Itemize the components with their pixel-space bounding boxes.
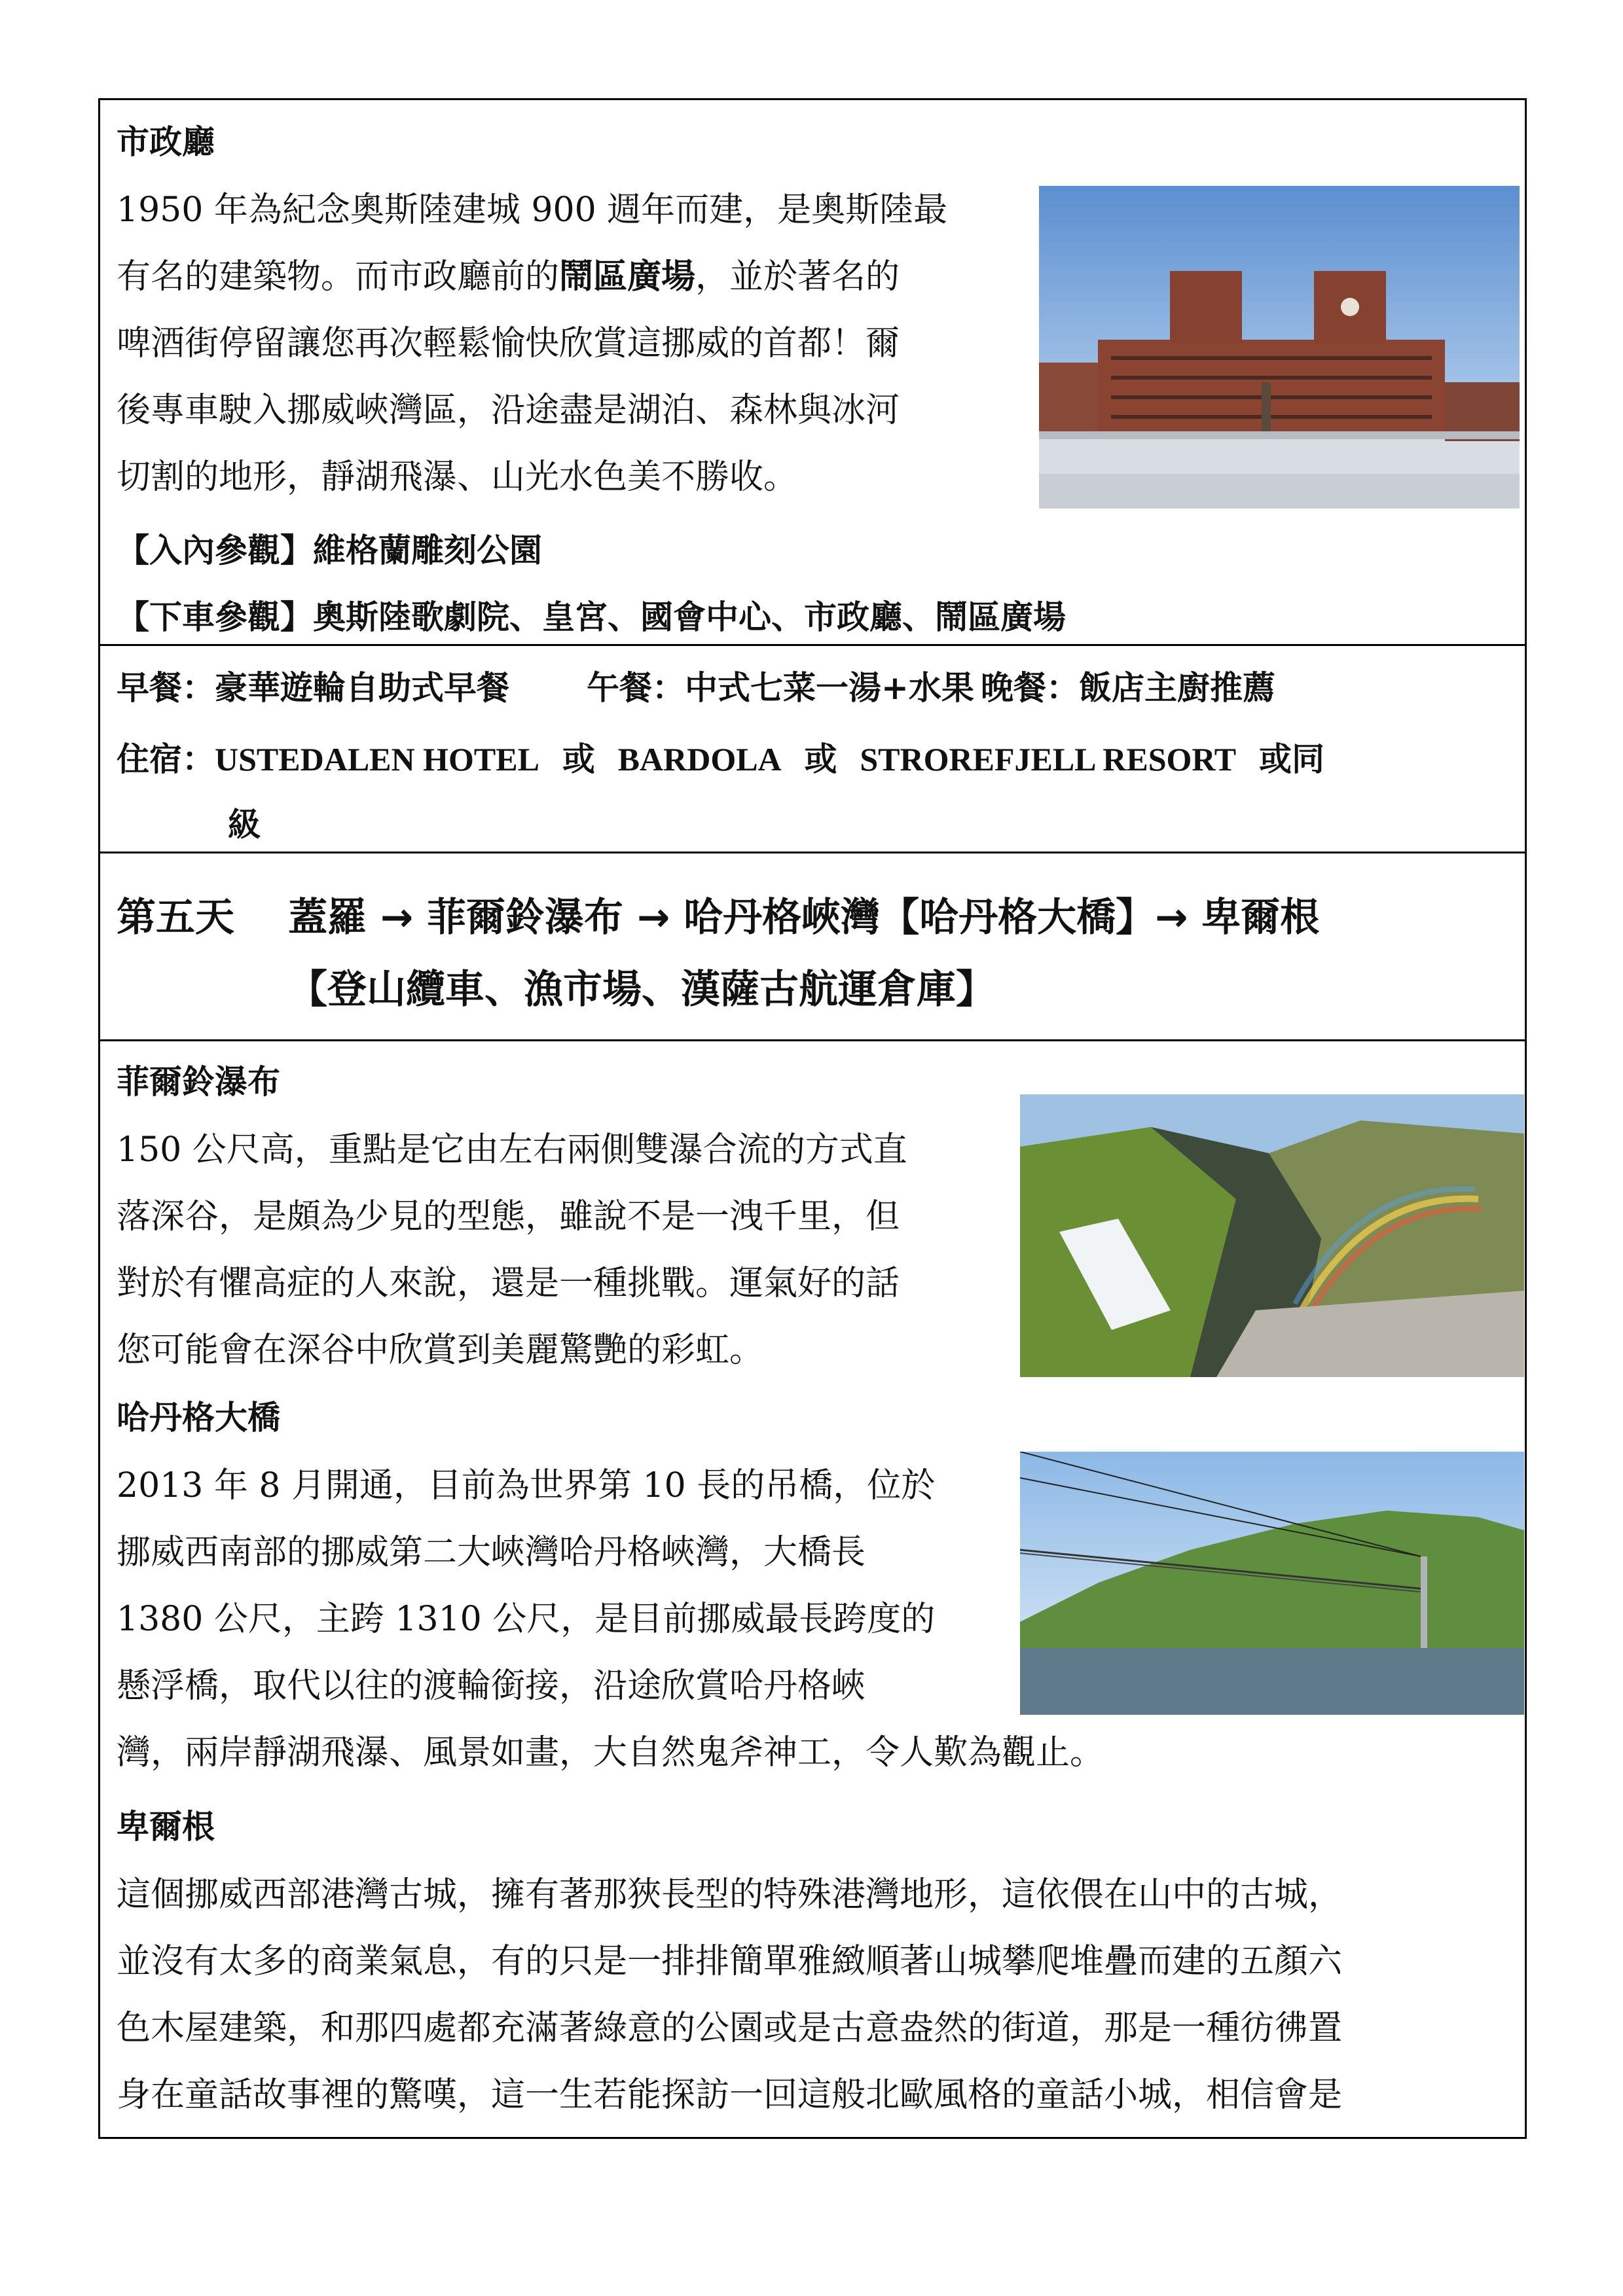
voringfossen-line-1: 150 公尺高，重點是它由左右兩側雙瀑合流的方式直: [117, 1130, 907, 1170]
bergen-line-2: 並沒有太多的商業氣息，有的只是一排排簡單雅緻順著山城攀爬堆疊而建的五顏六: [117, 1942, 1343, 1981]
bridge-photo: [1020, 1452, 1524, 1715]
hardanger-line-4: 懸浮橋，取代以往的渡輪銜接，沿途欣賞哈丹格峽: [117, 1666, 866, 1706]
table-divider: [98, 1039, 1527, 1041]
hardanger-line-2: 挪威西南部的挪威第二大峽灣哈丹格峽灣，大橋長: [117, 1533, 866, 1572]
city-hall-line-2: 有名的建築物。而市政廳前的鬧區廣場，並於著名的: [117, 257, 900, 296]
visit-outside: 【下車參觀】奧斯陸歌劇院、皇宮、國會中心、市政廳、鬧區廣場: [117, 598, 1066, 636]
day5-label: 第五天: [117, 895, 234, 941]
hardanger-line-1: 2013 年 8 月開通，目前為世界第 10 長的吊橋，位於: [117, 1466, 936, 1505]
voringfossen-line-4: 您可能會在深谷中欣賞到美麗驚艷的彩虹。: [117, 1331, 764, 1370]
bergen-line-3: 色木屋建築，和那四處都充滿著綠意的公園或是古意盎然的街道，那是一種彷彿置: [117, 2009, 1343, 2048]
day5-route-line-2: 【登山纜車、漁市場、漢薩古航運倉庫】: [288, 967, 995, 1013]
section-title-bergen: 卑爾根: [117, 1808, 215, 1846]
city-hall-line-5: 切割的地形，靜湖飛瀑、山光水色美不勝收。: [117, 457, 798, 497]
voringfossen-line-3: 對於有懼高症的人來說，還是一種挑戰。運氣好的話: [117, 1264, 900, 1303]
hardanger-line-3: 1380 公尺，主跨 1310 公尺，是目前挪威最長跨度的: [117, 1600, 936, 1639]
waterfall-photo: [1020, 1094, 1524, 1377]
voringfossen-line-2: 落深谷，是頗為少見的型態，雖說不是一洩千里，但: [117, 1197, 900, 1236]
day5-route: 蓋羅 → 菲爾鈴瀑布 → 哈丹格峽灣【哈丹格大橋】→ 卑爾根: [288, 895, 1320, 941]
lodging-info: 住宿：USTEDALEN HOTEL 或 BARDOLA 或 STROREFJELL RESORT 或同: [117, 740, 1324, 778]
city-hall-photo: [1039, 186, 1520, 509]
table-divider: [98, 644, 1527, 646]
breakfast-info: 早餐：豪華遊輪自助式早餐: [117, 669, 509, 707]
city-hall-line-1: 1950 年為紀念奧斯陸建城 900 週年而建，是奧斯陸最: [117, 190, 948, 230]
section-title-voringfossen: 菲爾鈴瀑布: [117, 1063, 280, 1101]
highlight-square: 鬧區廣場: [559, 257, 696, 296]
city-hall-line-4: 後專車駛入挪威峽灣區，沿途盡是湖泊、森林與冰河: [117, 391, 900, 430]
city-hall-line-3: 啤酒街停留讓您再次輕鬆愉快欣賞這挪威的首都！爾: [117, 324, 900, 363]
bergen-line-1: 這個挪威西部港灣古城，擁有著那狹長型的特殊港灣地形，這依偎在山中的古城，: [117, 1875, 1343, 1914]
hardanger-line-5: 灣，兩岸靜湖飛瀑、風景如畫，大自然鬼斧神工，令人歎為觀止。: [117, 1733, 1104, 1772]
dinner-info: 晚餐：飯店主廚推薦: [981, 669, 1275, 707]
table-divider: [98, 852, 1527, 853]
hotel-ustedalen: USTEDALEN HOTEL: [215, 741, 539, 778]
hotel-storefjell: STROREFJELL RESORT: [860, 741, 1237, 778]
visit-inside: 【入內參觀】維格蘭雕刻公園: [117, 531, 542, 569]
section-title-hardanger-bridge: 哈丹格大橋: [117, 1399, 280, 1437]
section-title-city-hall: 市政廳: [117, 123, 215, 161]
bergen-line-4: 身在童話故事裡的驚嘆，這一生若能探訪一回這般北歐風格的童話小城，相信會是: [117, 2075, 1343, 2115]
lodging-info-line-2: 級: [228, 806, 261, 844]
lunch-info: 午餐：中式七菜一湯+水果: [587, 669, 974, 707]
hotel-bardola: BARDOLA: [617, 741, 782, 778]
